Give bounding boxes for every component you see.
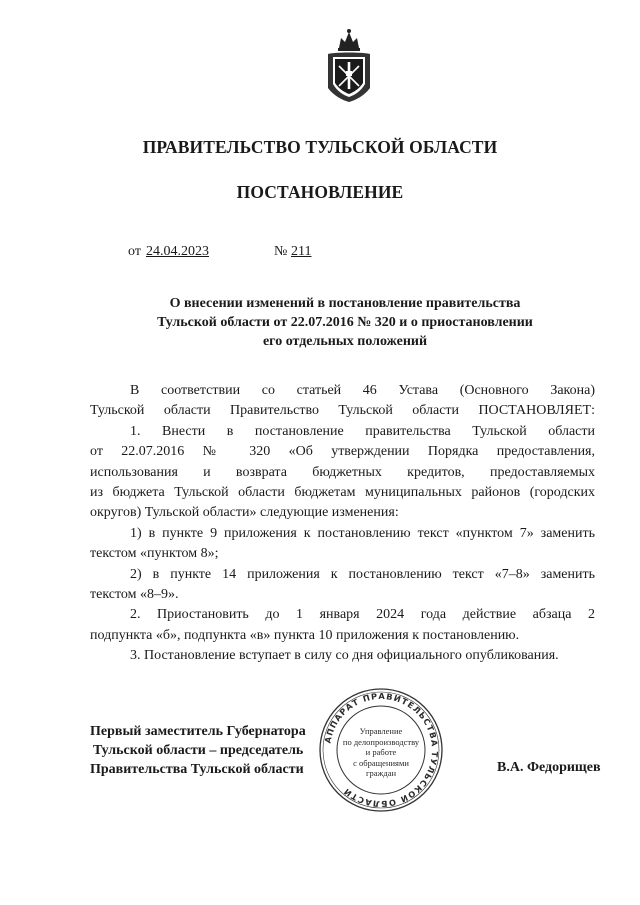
body-line: подпункта «б», подпункта «в» пункта 10 приложения к постановлению. (90, 627, 520, 643)
stamp-inner-text (335, 726, 427, 779)
number-label: № (274, 244, 288, 259)
stamp-line: граждан (365, 768, 397, 778)
document-date: 24.04.2023 (146, 244, 209, 259)
stamp-line: Управление (359, 726, 403, 736)
government-title: ПРАВИТЕЛЬСТВО ТУЛЬСКОЙ ОБЛАСТИ (142, 137, 498, 157)
stamp-line: с обращениями (353, 757, 409, 768)
body-line: В соответствии со статьей 46 Устава (Основного Закона) (130, 383, 595, 398)
body-line: использования и возврата бюджетных кредитов, предоставляемых (90, 464, 595, 480)
signatory-position (90, 722, 306, 779)
subject-line: Тульской области от 22.07.2016 № 320 и о приостановлении (157, 315, 533, 330)
body-line: 2) в пункте 14 приложения к постановлению текст «7–8» заменить (130, 566, 595, 582)
body-line: из бюджета Тульской области бюджетам муниципальных районов (городских (90, 485, 595, 501)
body-line: 3. Постановление вступает в силу со дня официального опубликования. (130, 648, 559, 664)
signatory-name: В.А. Федорищев (497, 760, 601, 775)
position-line: Правительства Тульской области (90, 762, 304, 777)
body-line: 2. Приостановить до 1 января 2024 года действие абзаца 2 (130, 607, 595, 623)
stamp-line: и работе (365, 747, 397, 757)
subject-line: его отдельных положений (262, 334, 428, 349)
stamp-line: по делопроизводству (342, 736, 420, 747)
subject-line: О внесении изменений в постановление правительства (169, 296, 521, 311)
body-line: округов) Тульской области» следующие изменения: (90, 505, 399, 521)
document-subject (100, 294, 590, 351)
document-number: 211 (291, 244, 312, 259)
position-line: Первый заместитель Губернатора (90, 724, 306, 739)
body-line: 1. Внести в постановление правительства Тульской области (130, 423, 595, 439)
stamp-ring-text: АППАРАТ ПРАВИТЕЛЬСТВА ТУЛЬСКОЙ ОБЛАСТИ (322, 690, 441, 810)
document-body (90, 381, 595, 667)
tula-coat-of-arms-icon (324, 26, 374, 104)
body-line: 1) в пункте 9 приложения к постановлению текст «пунктом 7» заменить (130, 525, 595, 541)
body-line: Тульской области Правительство Тульской области ПОСТАНОВЛЯЕТ: (90, 403, 595, 419)
date-label: от (128, 244, 141, 259)
body-line: от 22.07.2016 № 320 «Об утверждении Порядка предоставления, (90, 444, 595, 460)
position-line: Тульской области – председатель (93, 743, 304, 758)
document-type: ПОСТАНОВЛЕНИЕ (236, 182, 404, 202)
body-line: текстом «пунктом 8»; (90, 546, 219, 562)
body-line: текстом «8–9». (90, 587, 179, 603)
